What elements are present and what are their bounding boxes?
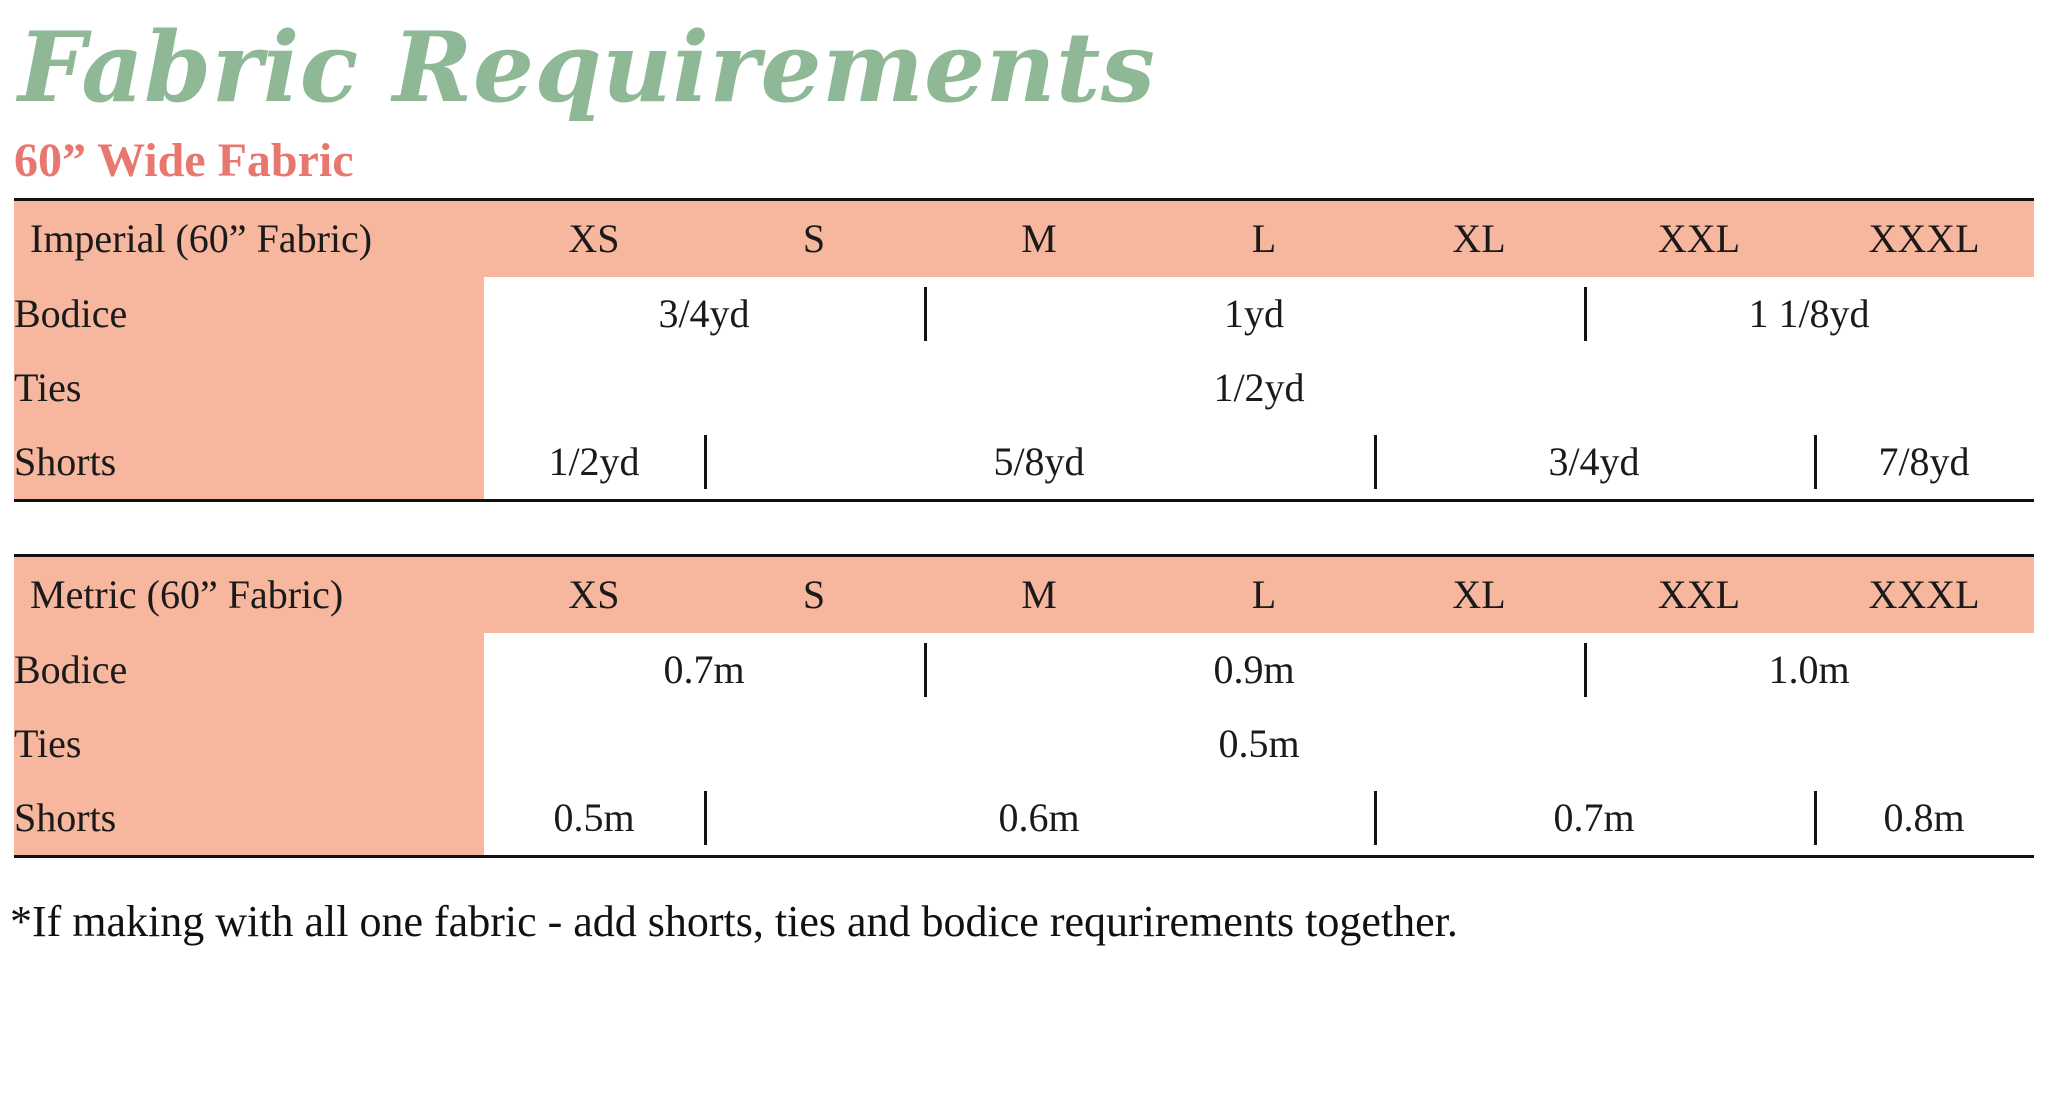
size-column-header: L xyxy=(1154,555,1374,633)
table-row xyxy=(14,781,2034,857)
size-column-header: XS xyxy=(484,555,704,633)
table-header-label: Imperial (60” Fabric) xyxy=(14,199,484,277)
row-label: Bodice xyxy=(14,633,484,707)
table-row xyxy=(14,277,2034,351)
size-column-header: XXXL xyxy=(1814,199,2034,277)
row-label: Shorts xyxy=(14,425,484,501)
value-cell: 0.7m xyxy=(663,647,745,693)
value-cell: 1.0m xyxy=(1584,633,2034,707)
footnote: *If making with all one fabric - add shorts, ties and bodice requrirements together. xyxy=(10,896,1458,946)
table-header-row xyxy=(14,555,2034,633)
size-column-header: L xyxy=(1154,199,1374,277)
size-column-header: M xyxy=(924,555,1154,633)
size-column-header: XS xyxy=(484,199,704,277)
table-row xyxy=(14,425,2034,501)
value-cell: 1yd xyxy=(924,277,1584,351)
row-label: Shorts xyxy=(14,781,484,857)
tables-container xyxy=(0,198,2048,858)
table-spacer xyxy=(0,502,2048,554)
size-column-header: XXL xyxy=(1584,199,1814,277)
value-cell: 7/8yd xyxy=(1814,425,2034,501)
table-header-row xyxy=(14,199,2034,277)
fabric-table-imperial xyxy=(14,198,2034,502)
fabric-requirements-page xyxy=(0,11,2048,1094)
page-subtitle: 60” Wide Fabric xyxy=(14,133,354,187)
value-cell: 5/8yd xyxy=(704,425,1374,501)
size-column-header: S xyxy=(704,555,924,633)
page-title: Fabric Requirements xyxy=(18,11,1156,124)
row-label: Bodice xyxy=(14,277,484,351)
table-row xyxy=(14,351,2034,425)
value-cell: 0.5m xyxy=(1218,721,1300,767)
value-cell: 3/4yd xyxy=(658,291,750,337)
value-cell: 0.5m xyxy=(553,795,635,841)
value-cell: 1 1/8yd xyxy=(1584,277,2034,351)
size-column-header: M xyxy=(924,199,1154,277)
value-cell: 0.8m xyxy=(1814,781,2034,857)
value-cell: 0.9m xyxy=(924,633,1584,707)
size-column-header: XXXL xyxy=(1814,555,2034,633)
fabric-table-metric xyxy=(14,554,2034,858)
size-column-header: S xyxy=(704,199,924,277)
table-row xyxy=(14,633,2034,707)
value-cell: 0.7m xyxy=(1374,781,1814,857)
size-column-header: XL xyxy=(1374,199,1584,277)
table-row xyxy=(14,707,2034,781)
size-column-header: XL xyxy=(1374,555,1584,633)
value-cell: 1/2yd xyxy=(1213,365,1305,411)
row-label: Ties xyxy=(14,707,484,781)
table-header-label: Metric (60” Fabric) xyxy=(14,555,484,633)
value-cell: 3/4yd xyxy=(1374,425,1814,501)
value-cell: 1/2yd xyxy=(548,439,640,485)
size-column-header: XXL xyxy=(1584,555,1814,633)
row-label: Ties xyxy=(14,351,484,425)
value-cell: 0.6m xyxy=(704,781,1374,857)
